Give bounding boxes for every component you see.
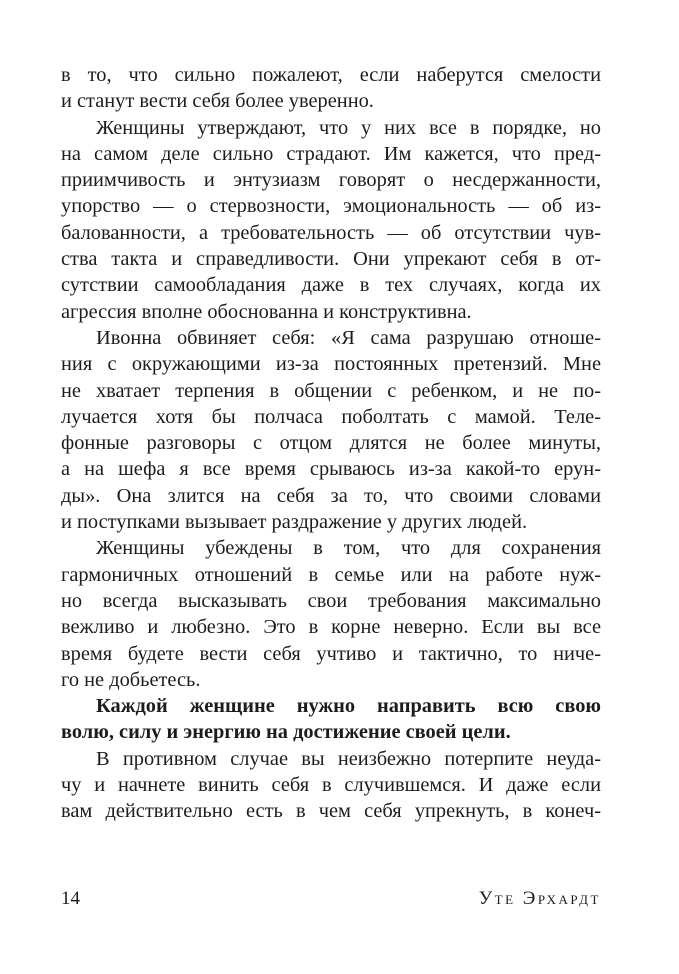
text-line: чу и начнете винить себя в случившемся. И даже если bbox=[61, 774, 601, 797]
text-line: Женщины утверждают, что у них все в порядке, но bbox=[96, 116, 601, 139]
emphasis-line: Каждой женщине нужно направить всю свою bbox=[96, 695, 601, 718]
text-line: лучается хотя бы полчаса поболтать с мамой. Теле- bbox=[61, 405, 601, 428]
text-line: в то, что сильно пожалеют, если наберутся смелости bbox=[61, 64, 601, 86]
text-line: и станут вести себя более уверенно. bbox=[61, 90, 374, 113]
text-line: балованности, а требовательность — об отсутствии чув- bbox=[61, 221, 601, 244]
text-line: не хватает терпения в общении с ребенком, и не по- bbox=[61, 379, 601, 402]
text-line: Женщины убеждены в том, что для сохранения bbox=[96, 537, 601, 560]
emphasis-line: волю, силу и энергию на достижение своей цели. bbox=[61, 721, 511, 744]
text-line: упорство — о стервозности, эмоциональность — об из- bbox=[61, 195, 601, 218]
text-line: вам действительно есть в чем себя упрекнуть, в конеч- bbox=[61, 800, 601, 823]
text-line: го не добьетесь. bbox=[61, 668, 201, 691]
text-line: ды». Она злится на себя за то, что своими словами bbox=[61, 484, 601, 507]
text-line: а на шефа я все время срываюсь из-за какой-то ерун- bbox=[61, 458, 601, 481]
text-line: вежливо и любезно. Это в корне неверно. Если вы все bbox=[61, 616, 601, 639]
text-line: приимчивость и энтузиазм говорят о несдержанности, bbox=[61, 169, 601, 192]
text-line: время будете вести себя учтиво и тактично, то ниче- bbox=[61, 642, 601, 665]
running-head-author: Уте Эрхардт bbox=[478, 888, 601, 909]
text-line: и поступками вызывает раздражение у других людей. bbox=[61, 511, 528, 534]
text-line: Ивонна обвиняет себя: «Я сама разрушаю отноше- bbox=[96, 326, 601, 349]
text-line: ния с окружающими из-за постоянных претензий. Мне bbox=[61, 353, 601, 376]
text-line: но всегда высказывать свои требования максимально bbox=[61, 589, 601, 612]
body-text bbox=[61, 62, 601, 825]
page-footer bbox=[61, 888, 601, 918]
text-line: агрессия вполне обоснованна и конструктивна. bbox=[61, 300, 472, 323]
text-line: ства такта и справедливости. Они упрекают себя в от- bbox=[61, 248, 601, 271]
text-line: на самом деле сильно страдают. Им кажется, что пред- bbox=[61, 142, 601, 165]
page-number: 14 bbox=[61, 888, 80, 909]
text-line: гармоничных отношений в семье или на работе нуж- bbox=[61, 563, 601, 586]
text-line: В противном случае вы неизбежно потерпите неуда- bbox=[96, 747, 601, 770]
text-line: фонные разговоры с отцом длятся не более минуты, bbox=[61, 432, 601, 455]
text-line: сутствии самообладания даже в тех случаях, когда их bbox=[61, 274, 601, 297]
